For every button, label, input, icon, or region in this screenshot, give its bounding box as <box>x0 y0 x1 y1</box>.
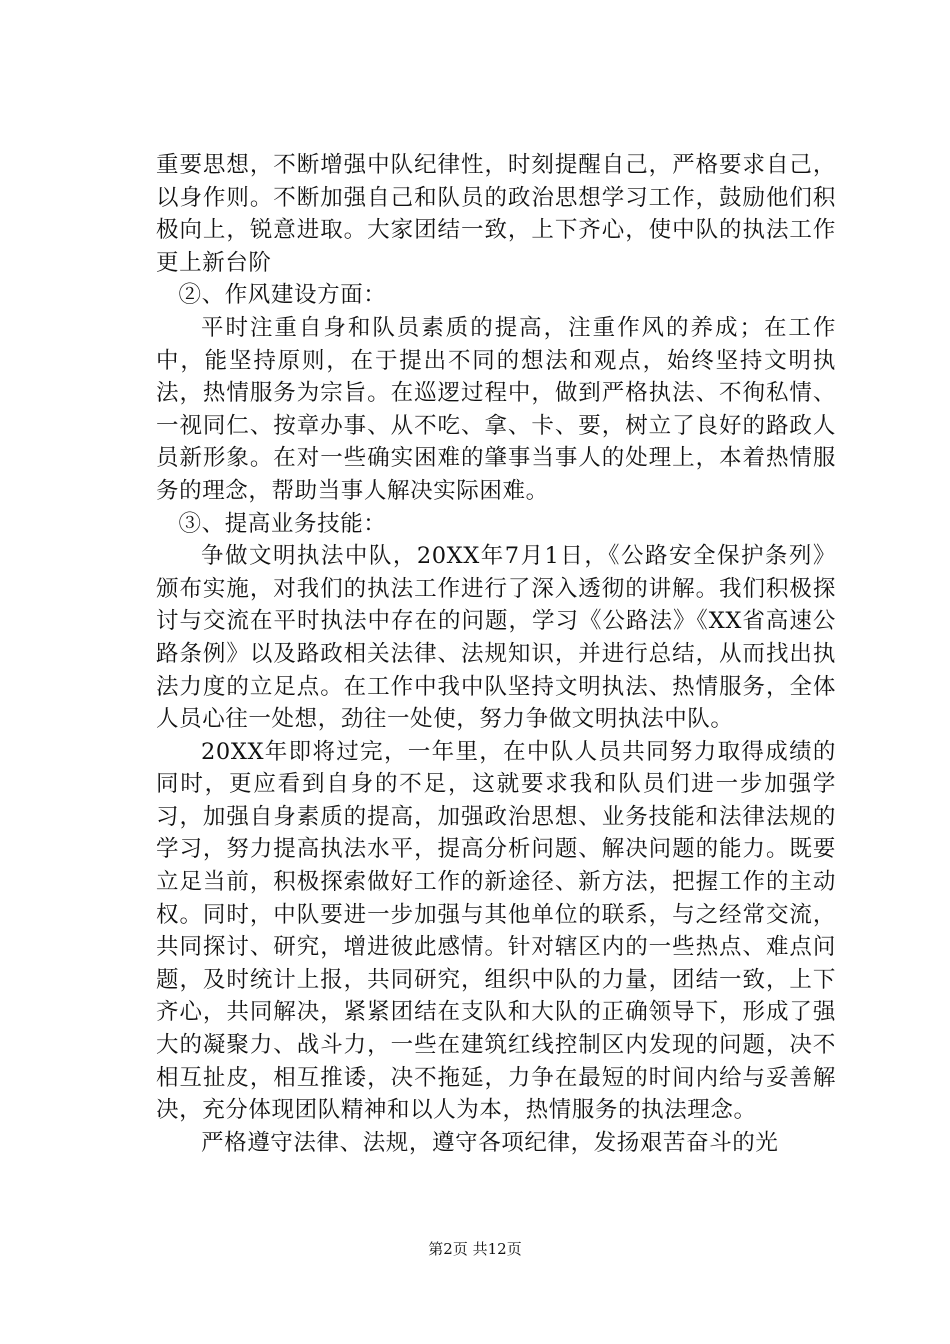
paragraph-skills: 争做文明执法中队，20XX年7月1日，《公路安全保护条列》颁布实施，对我们的执法工作进行了深入透彻的讲解。我们积极探讨与交流在平时执法中存在的问题，学习《公路法》《XX省高速公路条例》以及路政相关法律、法规知识，并进行总结，从而找出执法力度的立足点。在工作中我中队坚持文明执法、热情服务，全体人员心往一处想，劲往一处使，努力争做文明执法中队。 <box>156 543 836 733</box>
section-heading-style: ②、作风建设方面： <box>178 282 387 309</box>
section-heading-skills: ③、提高业务技能： <box>178 510 387 537</box>
paragraph-continuation: 重要思想，不断增强中队纪律性，时刻提醒自己，严格要求自己，以身作则。不断加强自己和队员的政治思想学习工作，鼓励他们积极向上，锐意进取。大家团结一致，上下齐心，使中队的执法工作更上新台阶 <box>156 152 836 276</box>
paragraph-summary: 20XX年即将过完，一年里，在中队人员共同努力取得成绩的同时，更应看到自身的不足，这就要求我和队员们进一步加强学习，加强自身素质的提高，加强政治思想、业务技能和法律法规的学习，努力提高执法水平，提高分析问题、解决问题的能力。既要立足当前，积极探索做好工作的新途径、新方法，把握工作的主动权。同时，中队要进一步加强与其他单位的联系，与之经常交流，共同探讨、研究，增进彼此感情。针对辖区内的一些热点、难点问题，及时统计上报，共同研究，组织中队的力量，团结一致，上下齐心，共同解决，紧紧团结在支队和大队的正确领导下，形成了强大的凝聚力、战斗力，一些在建筑红线控制区内发现的问题，决不相互扯皮，相互推诿，决不拖延，力争在最短的时间内给与妥善解决，充分体现团队精神和以人为本，热情服务的执法理念。 <box>156 738 836 1124</box>
page-footer: 第2页 共12页 <box>428 1240 522 1258</box>
paragraph-discipline: 严格遵守法律、法规，遵守各项纪律，发扬艰苦奋斗的光 <box>201 1129 779 1156</box>
document-body <box>156 149 836 1159</box>
paragraph-style: 平时注重自身和队员素质的提高，注重作风的养成；在工作中，能坚持原则，在于提出不同的想法和观点，始终坚持文明执法，热情服务为宗旨。在巡逻过程中，做到严格执法、不徇私情、一视同仁、按章办事、从不吃、拿、卡、要，树立了良好的路政人员新形象。在对一些确实困难的肇事当事人的处理上，本着热情服务的理念，帮助当事人解决实际困难。 <box>156 314 836 504</box>
